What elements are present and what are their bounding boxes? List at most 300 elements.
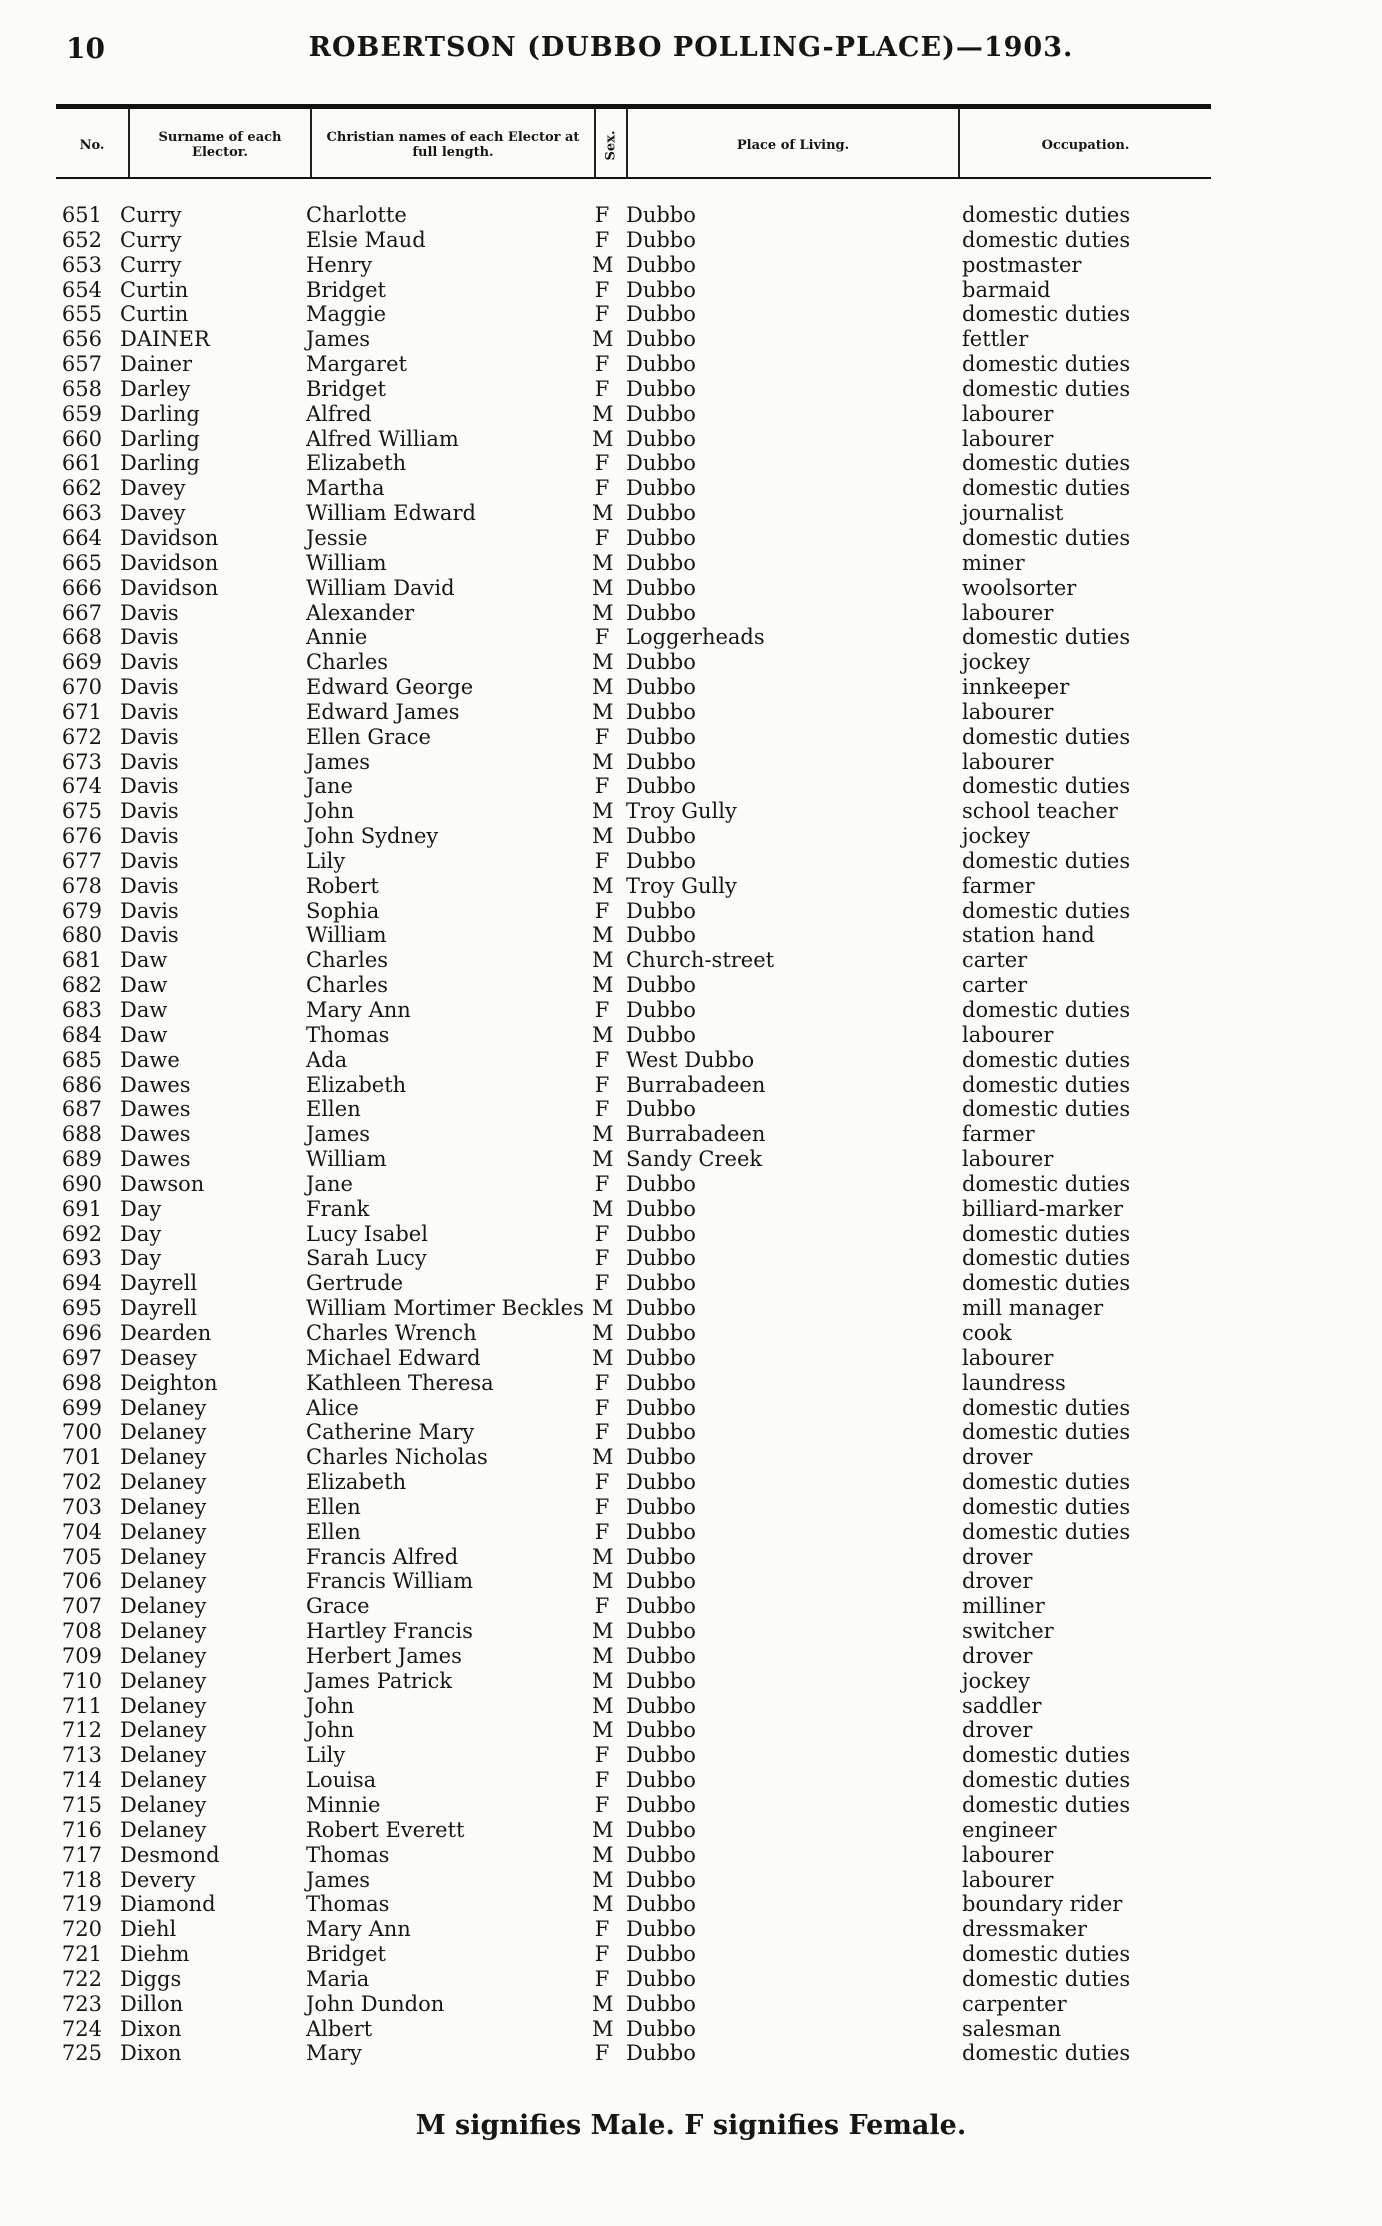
elector-christian-names: Ellen xyxy=(306,1097,361,1122)
elector-occupation: domestic duties xyxy=(962,724,1131,749)
elector-place: Dubbo xyxy=(626,1743,696,1768)
elector-occupation: domestic duties xyxy=(962,1395,1131,1420)
elector-christian-names: Jessie xyxy=(306,525,368,550)
elector-place: Dubbo xyxy=(626,898,696,923)
table-row xyxy=(0,1296,1382,1321)
elector-occupation: jockey xyxy=(962,1668,1030,1693)
table-row xyxy=(0,1768,1382,1793)
table-row xyxy=(0,1222,1382,1247)
table-row xyxy=(0,998,1382,1023)
elector-surname: Dearden xyxy=(120,1320,212,1345)
elector-place: Dubbo xyxy=(626,302,696,327)
elector-christian-names: Thomas xyxy=(306,1842,390,1867)
elector-occupation: drover xyxy=(962,1643,1033,1668)
elector-surname: Davis xyxy=(120,873,179,898)
elector-occupation: innkeeper xyxy=(962,675,1070,700)
elector-occupation: jockey xyxy=(962,824,1030,849)
elector-number: 682 xyxy=(61,973,102,998)
elector-place: Dubbo xyxy=(626,1842,696,1867)
elector-sex: M xyxy=(592,426,614,451)
elector-place: Loggerheads xyxy=(626,625,765,650)
elector-place: Dubbo xyxy=(626,1917,696,1942)
elector-christian-names: Elizabeth xyxy=(306,1072,407,1097)
elector-occupation: domestic duties xyxy=(962,1097,1131,1122)
elector-surname: Davis xyxy=(120,774,179,799)
elector-number: 657 xyxy=(61,352,102,377)
elector-christian-names: Charles Wrench xyxy=(306,1320,477,1345)
elector-christian-names: John xyxy=(306,799,355,824)
table-row xyxy=(0,1545,1382,1570)
elector-christian-names: Louisa xyxy=(306,1768,377,1793)
elector-occupation: domestic duties xyxy=(962,1221,1131,1246)
elector-place: Dubbo xyxy=(626,650,696,675)
table-row xyxy=(0,1271,1382,1296)
elector-surname: Delaney xyxy=(120,1668,207,1693)
elector-christian-names: Herbert James xyxy=(306,1643,462,1668)
elector-sex: F xyxy=(594,1246,610,1271)
elector-surname: Davis xyxy=(120,675,179,700)
elector-sex: M xyxy=(592,501,614,526)
elector-occupation: domestic duties xyxy=(962,1519,1131,1544)
table-row xyxy=(0,824,1382,849)
elector-place: Dubbo xyxy=(626,277,696,302)
elector-occupation: domestic duties xyxy=(962,451,1131,476)
elector-christian-names: Elizabeth xyxy=(306,451,407,476)
elector-sex: F xyxy=(594,848,610,873)
elector-surname: Davidson xyxy=(120,550,219,575)
table-row xyxy=(0,799,1382,824)
elector-occupation: farmer xyxy=(962,873,1035,898)
elector-occupation: domestic duties xyxy=(962,476,1131,501)
elector-occupation: domestic duties xyxy=(962,1966,1131,1991)
elector-number: 714 xyxy=(61,1768,102,1793)
table-row xyxy=(0,1942,1382,1967)
elector-number: 667 xyxy=(61,600,102,625)
table-row xyxy=(0,2017,1382,2042)
elector-surname: Curry xyxy=(120,203,182,227)
elector-place: Dubbo xyxy=(626,227,696,252)
elector-christian-names: Charles xyxy=(306,650,389,675)
elector-surname: Diggs xyxy=(120,1966,182,1991)
elector-surname: Delaney xyxy=(120,1817,207,1842)
elector-surname: DAINER xyxy=(120,327,210,352)
elector-number: 718 xyxy=(61,1867,102,1892)
page-title: ROBERTSON (DUBBO POLLING-PLACE)—1903. xyxy=(308,32,1074,63)
elector-sex: F xyxy=(594,1072,610,1097)
elector-place: Dubbo xyxy=(626,998,696,1022)
elector-sex: M xyxy=(592,1544,614,1569)
elector-sex: M xyxy=(592,1147,614,1172)
elector-christian-names: Francis William xyxy=(306,1569,474,1594)
elector-sex: F xyxy=(594,1942,610,1967)
elector-number: 658 xyxy=(61,376,102,401)
elector-christian-names: Charles xyxy=(306,948,389,973)
elector-number: 684 xyxy=(61,1022,102,1047)
table-row xyxy=(0,576,1382,601)
table-row xyxy=(0,923,1382,948)
elector-occupation: journalist xyxy=(962,501,1064,526)
table-row xyxy=(0,228,1382,253)
elector-christian-names: Lily xyxy=(306,1743,346,1768)
elector-place: Dubbo xyxy=(626,749,696,774)
elector-sex: M xyxy=(592,600,614,625)
table-row xyxy=(0,1917,1382,1942)
elector-occupation: labourer xyxy=(962,1345,1054,1370)
elector-number: 674 xyxy=(61,774,102,799)
elector-sex: M xyxy=(592,1122,614,1147)
elector-occupation: labourer xyxy=(962,401,1054,426)
elector-number: 725 xyxy=(61,2041,102,2066)
table-row xyxy=(0,899,1382,924)
elector-place: Dubbo xyxy=(626,699,696,724)
elector-occupation: domestic duties xyxy=(962,1743,1131,1768)
elector-number: 671 xyxy=(61,699,102,724)
table-row xyxy=(0,501,1382,526)
elector-number: 672 xyxy=(61,724,102,749)
table-row xyxy=(0,1246,1382,1271)
elector-surname: Dayrell xyxy=(120,1271,198,1296)
elector-number: 675 xyxy=(61,799,102,824)
table-row xyxy=(0,973,1382,998)
elector-sex: F xyxy=(594,451,610,476)
elector-surname: Davis xyxy=(120,600,179,625)
elector-number: 653 xyxy=(61,252,102,277)
elector-surname: Deasey xyxy=(120,1345,197,1370)
elector-sex: M xyxy=(592,2016,614,2041)
elector-christian-names: Thomas xyxy=(306,1022,390,1047)
elector-place: Dubbo xyxy=(626,550,696,575)
elector-sex: F xyxy=(594,998,610,1022)
elector-place: Dubbo xyxy=(626,1519,696,1544)
elector-place: Dubbo xyxy=(626,973,696,998)
elector-christian-names: Margaret xyxy=(306,352,407,377)
elector-christian-names: Ellen xyxy=(306,1519,361,1544)
column-header-place: Place of Living. xyxy=(736,137,850,153)
elector-number: 669 xyxy=(61,650,102,675)
elector-sex: M xyxy=(592,1867,614,1892)
elector-place: Dubbo xyxy=(626,1445,696,1470)
elector-place: Dubbo xyxy=(626,1942,696,1967)
table-row xyxy=(0,1396,1382,1421)
elector-occupation: school teacher xyxy=(962,799,1118,824)
elector-number: 692 xyxy=(61,1221,102,1246)
elector-number: 690 xyxy=(61,1171,102,1196)
elector-place: Dubbo xyxy=(626,1693,696,1718)
elector-number: 666 xyxy=(61,575,102,600)
elector-surname: Delaney xyxy=(120,1494,207,1519)
elector-number: 683 xyxy=(61,998,102,1022)
page-number: 10 xyxy=(66,32,105,65)
elector-occupation: saddler xyxy=(962,1693,1042,1718)
elector-occupation: barmaid xyxy=(962,277,1051,302)
elector-place: Dubbo xyxy=(626,1470,696,1495)
table-row xyxy=(0,1023,1382,1048)
elector-occupation: domestic duties xyxy=(962,774,1131,799)
elector-number: 702 xyxy=(61,1470,102,1495)
elector-occupation: farmer xyxy=(962,1122,1035,1147)
column-header-sex-label: Sex. xyxy=(603,130,619,160)
elector-sex: F xyxy=(594,1370,610,1395)
elector-surname: Day xyxy=(120,1221,162,1246)
elector-occupation: labourer xyxy=(962,600,1054,625)
elector-surname: Davidson xyxy=(120,525,219,550)
elector-number: 654 xyxy=(61,277,102,302)
elector-number: 679 xyxy=(61,898,102,923)
elector-christian-names: Maggie xyxy=(306,302,387,327)
elector-christian-names: Albert xyxy=(306,2016,373,2041)
elector-christian-names: Robert xyxy=(306,873,379,898)
elector-christian-names: Martha xyxy=(306,476,385,501)
elector-sex: F xyxy=(594,898,610,923)
elector-sex: M xyxy=(592,1817,614,1842)
elector-christian-names: Annie xyxy=(306,625,368,650)
elector-number: 691 xyxy=(61,1196,102,1221)
elector-sex: F xyxy=(594,203,610,227)
table-row xyxy=(0,402,1382,427)
elector-christian-names: Bridget xyxy=(306,277,386,302)
elector-number: 688 xyxy=(61,1122,102,1147)
elector-sex: F xyxy=(594,1743,610,1768)
elector-christian-names: Thomas xyxy=(306,1892,390,1917)
elector-surname: Delaney xyxy=(120,1768,207,1793)
elector-christian-names: Lily xyxy=(306,848,346,873)
table-row xyxy=(0,1321,1382,1346)
elector-surname: Delaney xyxy=(120,1643,207,1668)
elector-surname: Davidson xyxy=(120,575,219,600)
elector-place: Dubbo xyxy=(626,2041,696,2066)
elector-number: 722 xyxy=(61,1966,102,1991)
table-row xyxy=(0,1520,1382,1545)
elector-occupation: domestic duties xyxy=(962,1171,1131,1196)
elector-occupation: labourer xyxy=(962,1842,1054,1867)
elector-sex: M xyxy=(592,1842,614,1867)
elector-surname: Delaney xyxy=(120,1718,207,1743)
elector-sex: M xyxy=(592,401,614,426)
table-row xyxy=(0,278,1382,303)
elector-christian-names: Alexander xyxy=(306,600,415,625)
elector-occupation: domestic duties xyxy=(962,1420,1131,1445)
elector-surname: Darling xyxy=(120,401,200,426)
elector-number: 716 xyxy=(61,1817,102,1842)
elector-christian-names: William xyxy=(306,1147,387,1172)
elector-occupation: boundary rider xyxy=(962,1892,1123,1917)
elector-number: 651 xyxy=(61,203,102,227)
elector-place: Dubbo xyxy=(626,1619,696,1644)
elector-surname: Delaney xyxy=(120,1569,207,1594)
table-row xyxy=(0,725,1382,750)
table-row xyxy=(0,1097,1382,1122)
elector-place: Dubbo xyxy=(626,203,696,227)
elector-sex: F xyxy=(594,277,610,302)
elector-number: 680 xyxy=(61,923,102,948)
elector-occupation: labourer xyxy=(962,426,1054,451)
table-row xyxy=(0,203,1382,228)
elector-christian-names: Edward George xyxy=(306,675,474,700)
elector-number: 707 xyxy=(61,1594,102,1619)
elector-christian-names: Alice xyxy=(306,1395,359,1420)
elector-christian-names: Gertrude xyxy=(306,1271,404,1296)
table-row xyxy=(0,1644,1382,1669)
elector-occupation: domestic duties xyxy=(962,2041,1131,2066)
table-row xyxy=(0,1172,1382,1197)
elector-occupation: drover xyxy=(962,1544,1033,1569)
elector-christian-names: James xyxy=(306,749,371,774)
elector-surname: Dawes xyxy=(120,1147,191,1172)
elector-surname: Daw xyxy=(120,973,168,998)
elector-place: Dubbo xyxy=(626,2016,696,2041)
elector-number: 664 xyxy=(61,525,102,550)
elector-place: Burrabadeen xyxy=(626,1122,766,1147)
elector-sex: F xyxy=(594,1171,610,1196)
elector-place: Dubbo xyxy=(626,501,696,526)
elector-occupation: carter xyxy=(962,948,1028,973)
elector-sex: M xyxy=(592,749,614,774)
elector-occupation: mill manager xyxy=(962,1296,1104,1321)
elector-number: 668 xyxy=(61,625,102,650)
elector-surname: Davis xyxy=(120,824,179,849)
elector-christian-names: James Patrick xyxy=(306,1668,453,1693)
elector-christian-names: Maria xyxy=(306,1966,370,1991)
elector-christian-names: William David xyxy=(306,575,455,600)
table-row xyxy=(0,302,1382,327)
table-row xyxy=(0,750,1382,775)
table-row xyxy=(0,1122,1382,1147)
elector-christian-names: Elizabeth xyxy=(306,1470,407,1495)
elector-sex: M xyxy=(592,923,614,948)
elector-place: Dubbo xyxy=(626,1395,696,1420)
elector-christian-names: Jane xyxy=(306,1171,353,1196)
elector-number: 697 xyxy=(61,1345,102,1370)
elector-occupation: salesman xyxy=(962,2016,1062,2041)
elector-surname: Daw xyxy=(120,1022,168,1047)
elector-place: Dubbo xyxy=(626,575,696,600)
elector-occupation: domestic duties xyxy=(962,848,1131,873)
table-row xyxy=(0,849,1382,874)
elector-christian-names: John xyxy=(306,1718,355,1743)
elector-surname: Curtin xyxy=(120,302,189,327)
table-row xyxy=(0,874,1382,899)
elector-sex: F xyxy=(594,1395,610,1420)
elector-sex: M xyxy=(592,675,614,700)
elector-occupation: domestic duties xyxy=(962,302,1131,327)
elector-place: Dubbo xyxy=(626,1271,696,1296)
elector-sex: F xyxy=(594,1768,610,1793)
elector-sex: M xyxy=(592,550,614,575)
table-row xyxy=(0,1371,1382,1396)
elector-surname: Dainer xyxy=(120,352,193,377)
elector-number: 665 xyxy=(61,550,102,575)
elector-surname: Delaney xyxy=(120,1420,207,1445)
elector-surname: Dixon xyxy=(120,2041,182,2066)
elector-surname: Dawes xyxy=(120,1097,191,1122)
elector-surname: Davis xyxy=(120,923,179,948)
elector-surname: Diehl xyxy=(120,1917,177,1942)
elector-place: Troy Gully xyxy=(626,799,737,824)
elector-occupation: domestic duties xyxy=(962,376,1131,401)
elector-sex: M xyxy=(592,575,614,600)
elector-number: 652 xyxy=(61,227,102,252)
table-row xyxy=(0,1594,1382,1619)
elector-number: 723 xyxy=(61,1991,102,2016)
elector-place: Dubbo xyxy=(626,1793,696,1817)
elector-sex: F xyxy=(594,774,610,799)
elector-place: Dubbo xyxy=(626,1420,696,1445)
elector-place: Dubbo xyxy=(626,1370,696,1395)
elector-place: Dubbo xyxy=(626,724,696,749)
elector-occupation: domestic duties xyxy=(962,525,1131,550)
elector-sex: M xyxy=(592,650,614,675)
elector-occupation: engineer xyxy=(962,1817,1057,1842)
elector-christian-names: Catherine Mary xyxy=(306,1420,475,1445)
elector-number: 660 xyxy=(61,426,102,451)
elector-christian-names: John Sydney xyxy=(306,824,439,849)
table-row xyxy=(0,1669,1382,1694)
elector-christian-names: Hartley Francis xyxy=(306,1619,473,1644)
elector-number: 704 xyxy=(61,1519,102,1544)
elector-number: 673 xyxy=(61,749,102,774)
table-row xyxy=(0,427,1382,452)
table-row xyxy=(0,1197,1382,1222)
table-row xyxy=(0,1346,1382,1371)
elector-place: West Dubbo xyxy=(626,1047,755,1072)
elector-occupation: labourer xyxy=(962,749,1054,774)
table-row xyxy=(0,451,1382,476)
elector-surname: Davis xyxy=(120,749,179,774)
elector-place: Dubbo xyxy=(626,1296,696,1321)
elector-sex: M xyxy=(592,1445,614,1470)
table-row xyxy=(0,476,1382,501)
elector-number: 695 xyxy=(61,1296,102,1321)
elector-occupation: domestic duties xyxy=(962,1768,1131,1793)
elector-surname: Dawson xyxy=(120,1171,205,1196)
elector-sex: F xyxy=(594,1221,610,1246)
elector-surname: Davis xyxy=(120,898,179,923)
elector-sex: F xyxy=(594,227,610,252)
elector-sex: M xyxy=(592,252,614,277)
elector-occupation: labourer xyxy=(962,699,1054,724)
column-header-christian: Christian names of each Elector at full length. xyxy=(326,130,580,160)
elector-number: 687 xyxy=(61,1097,102,1122)
table-row xyxy=(0,1495,1382,1520)
elector-occupation: milliner xyxy=(962,1594,1045,1619)
elector-number: 720 xyxy=(61,1917,102,1942)
elector-place: Dubbo xyxy=(626,1768,696,1793)
elector-number: 700 xyxy=(61,1420,102,1445)
elector-number: 698 xyxy=(61,1370,102,1395)
elector-occupation: domestic duties xyxy=(962,625,1131,650)
elector-surname: Delaney xyxy=(120,1594,207,1619)
elector-christian-names: Mary xyxy=(306,2041,362,2066)
elector-place: Dubbo xyxy=(626,1246,696,1271)
elector-number: 686 xyxy=(61,1072,102,1097)
elector-place: Dubbo xyxy=(626,1892,696,1917)
elector-occupation: switcher xyxy=(962,1619,1054,1644)
elector-place: Dubbo xyxy=(626,774,696,799)
table-row xyxy=(0,377,1382,402)
elector-place: Dubbo xyxy=(626,451,696,476)
elector-surname: Dixon xyxy=(120,2016,182,2041)
elector-christian-names: James xyxy=(306,1122,371,1147)
elector-surname: Dayrell xyxy=(120,1296,198,1321)
elector-sex: F xyxy=(594,1594,610,1619)
table-row xyxy=(0,1569,1382,1594)
table-row xyxy=(0,601,1382,626)
elector-occupation: domestic duties xyxy=(962,227,1131,252)
elector-occupation: domestic duties xyxy=(962,1470,1131,1495)
column-header-surname: Surname of each Elector. xyxy=(158,130,282,160)
table-row xyxy=(0,675,1382,700)
elector-sex: F xyxy=(594,1047,610,1072)
